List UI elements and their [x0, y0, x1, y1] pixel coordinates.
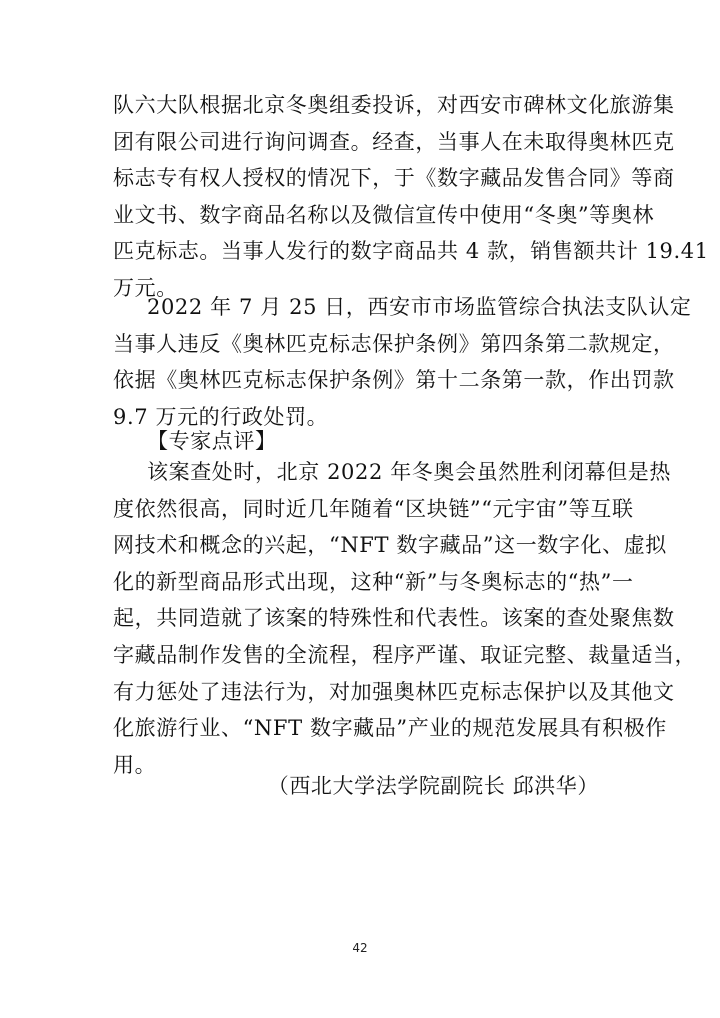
- text-line: 字藏品制作发售的全流程，程序严谨、取证完整、裁量适当，: [113, 642, 697, 667]
- paragraph-penalty-decision: [113, 289, 692, 435]
- paragraph-expert-commentary: [113, 454, 697, 783]
- text-line: 网技术和概念的兴起，“NFT 数字藏品”这一数字化、虚拟: [113, 533, 667, 558]
- text-line: 业文书、数字商品名称以及微信宣传中使用“冬奥”等奥林: [113, 202, 655, 227]
- text-line: 化旅游行业、“NFT 数字藏品”产业的规范发展具有积极作: [113, 716, 667, 741]
- section-heading: 【专家点评】: [147, 429, 277, 453]
- text-line: 万元。: [113, 275, 178, 300]
- text-line: 度依然很高，同时近几年随着“区块链”“元宇宙”等互联: [113, 496, 634, 521]
- text-line: 用。: [113, 752, 157, 777]
- signature-line: （西北大学法学院副院长 邱洪华）: [267, 774, 599, 798]
- text-line: 2022 年 7 月 25 日，西安市市场监管综合执法支队认定: [147, 295, 692, 319]
- expert-signature: [113, 768, 613, 805]
- text-line: 队六大队根据北京冬奥组委投诉，对西安市碑林文化旅游集: [113, 93, 675, 117]
- text-line: 有力惩处了违法行为，对加强奥林匹克标志保护以及其他文: [113, 679, 675, 704]
- text-line: 该案查处时，北京 2022 年冬奥会虽然胜利闭幕但是热: [147, 460, 671, 484]
- page-number: 42: [352, 941, 368, 955]
- text-line: 团有限公司进行询问调查。经查，当事人在未取得奥林匹克: [113, 129, 675, 154]
- text-line: 匹克标志。当事人发行的数字商品共 4 款，销售额共计 19.41: [113, 239, 709, 264]
- text-line: 起，共同造就了该案的特殊性和代表性。该案的查处聚焦数: [113, 606, 675, 631]
- text-line: 9.7 万元的行政处罚。: [113, 404, 329, 429]
- text-line: 当事人违反《奥林匹克标志保护条例》第四条第二款规定，: [113, 331, 675, 356]
- text-line: 化的新型商品形式出现，这种“新”与冬奥标志的“热”一: [113, 569, 634, 594]
- text-line: 标志专有权人授权的情况下，于《数字藏品发售合同》等商: [113, 166, 675, 191]
- text-line: 依据《奥林匹克标志保护条例》第十二条第一款，作出罚款: [113, 368, 675, 393]
